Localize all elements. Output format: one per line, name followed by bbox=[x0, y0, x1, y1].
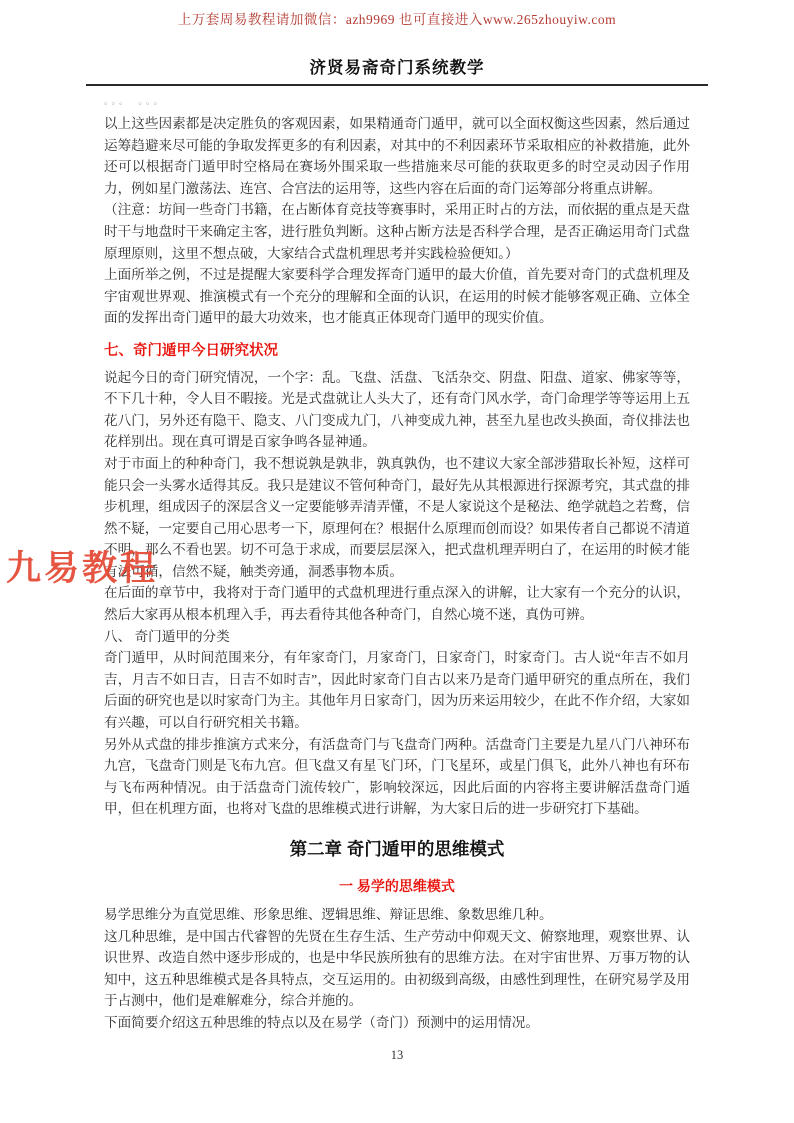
subsection-heading-red: 一 易学的思维模式 bbox=[339, 878, 455, 894]
section-heading-red: 七、奇门遁甲今日研究状况 bbox=[104, 342, 278, 359]
body-paragraph: （注意：坊间一些奇门书籍，在占断体育竞技等赛事时，采用正时占的方法，而依据的重点是天盘时干与地盘时干来确定主客，进行胜负判断。这种占断方法是否科学合理，是否正确运用奇门式盘原理原则，这里不想点破，大家结合式盘机理思考并实践检验便知。） bbox=[104, 202, 690, 261]
body-paragraph: 这几种思维，是中国古代睿智的先贤在生存生活、生产劳动中仰观天文、俯察地理，观察世界、认识世界、改造自然中逐步形成的，也是中华民族所独有的思维方法。在对宇宙世界、万事万物的认知中，这五种思维模式是各具特点，交互运用的。由初级到高级，由感性到理性，在研究易学及用于占测中，他们是难解难分，综合并施的。 bbox=[104, 928, 690, 1009]
body-paragraph: 在后面的章节中，我将对于奇门遁甲的式盘机理进行重点深入的讲解，让大家有一个充分的认识，然后大家再从根本机理入手，再去看待其他各种奇门，自然心境不迷，真伪可辨。 bbox=[104, 585, 690, 623]
body-paragraph: 以上这些因素都是决定胜负的客观因素，如果精通奇门遁甲，就可以全面权衡这些因素，然后通过运筹趋避来尽可能的争取发挥更多的有利因素，对其中的不利因素环节采取相应的补救措施，此外还可以根据奇门遁甲时空格局在赛场外围采取一些措施来尽可能的获取更多的时空灵动因子作用力，例如星门激荡法、连宫、合宫法的运用等，这些内容在后面的奇门运筹部分将重点讲解。 bbox=[104, 116, 690, 196]
chapter-heading: 第二章 奇门遁甲的思维模式 bbox=[289, 839, 505, 859]
body-paragraph: 上面所举之例，不过是提醒大家要科学合理发挥奇门遁甲的最大价值，首先要对奇门的式盘机理及宇宙观世界观、推演模式有一个充分的理解和全面的认识，在运用的时候才能够客观正确、立体全面的发挥出奇门遁甲的最大功效来，也才能真正体现奇门遁甲的现实价值。 bbox=[104, 267, 690, 326]
body-paragraph: 另外从式盘的排步推演方式来分，有活盘奇门与飞盘奇门两种。活盘奇门主要是九星八门八神环布九宫，飞盘奇门则是飞布九宫。但飞盘又有星飞门环，门飞星环，或星门俱飞，此外八神也有环布与飞布两种情况。由于活盘奇门流传较广，影响较深远，因此后面的内容将主要讲解活盘奇门遁甲，但在机理方面，也将对飞盘的思维模式进行讲解，为大家日后的进一步研究打下基础。 bbox=[104, 736, 690, 817]
body-paragraph: 易学思维分为直觉思维、形象思维、逻辑思维、辩证思维、象数思维几种。 bbox=[104, 907, 553, 922]
doc-title: 济贤易斋奇门系统教学 bbox=[309, 59, 485, 77]
body-paragraph: 说起今日的奇门研究情况，一个字：乱。飞盘、活盘、飞活杂交、阴盘、阳盘、道家、佛家等等，不下几十种，令人目不暇接。光是式盘就让人头大了，还有奇门风水学，奇门命理学等等运用上五花八门，另外还有隐干、隐支、八门变成九门，八神变成九神，甚至九星也改头换面，奇仪排法也花样别出。现在真可谓是百家争鸣各显神通。 bbox=[104, 369, 690, 450]
body-paragraph: 奇门遁甲，从时间范围来分，有年家奇门，月家奇门，日家奇门，时家奇门。古人说“年吉不如月吉，月吉不如日吉，日吉不如时吉”，因此时家奇门自古以来乃是奇门遁甲研究的重点所在，我们后面的研究也是以时家奇门为主。其他年月日家奇门，因为历来运用较少，在此不作介绍，大家如有兴趣，可以自行研究相关书籍。 bbox=[104, 650, 690, 731]
title-divider bbox=[86, 84, 708, 86]
body-paragraph: 下面简要介绍这五种思维的特点以及在易学（奇门）预测中的运用情况。 bbox=[104, 1014, 539, 1030]
content bbox=[104, 93, 690, 1034]
body-paragraph: 八、 奇门遁甲的分类 bbox=[104, 628, 230, 644]
page-number: 13 bbox=[390, 1048, 404, 1062]
watermark: 九易教程 bbox=[6, 549, 159, 588]
ellipsis-marks: 。。。 。。。 bbox=[104, 96, 166, 106]
header-notice: 上万套周易教程请加微信：azh9969 也可直接进入www.265zhouyiw.com bbox=[177, 12, 617, 27]
body-paragraph: 对于市面上的种种奇门，我不想说孰是孰非，孰真孰伪，也不建议大家全部涉猎取长补短，这样可能只会一头雾水适得其反。我只是建议不管何种奇门，最好先从其根源进行探源考究，其式盘的排步机理，组成因子的深层含义一定要能够弄清弄懂，不是人家说这个是秘法、绝学就趋之若鹜，信然不疑，一定要自己用心思考一下，原理何在？根据什么原理而创而设？如果传者自己都说不清道不明，那么不看也罢。切不可急于求成，而要层层深入，把式盘机理弄明白了，在运用的时候才能有法可循，信然不疑，触类旁通，洞悉事物本质。 bbox=[104, 455, 690, 579]
